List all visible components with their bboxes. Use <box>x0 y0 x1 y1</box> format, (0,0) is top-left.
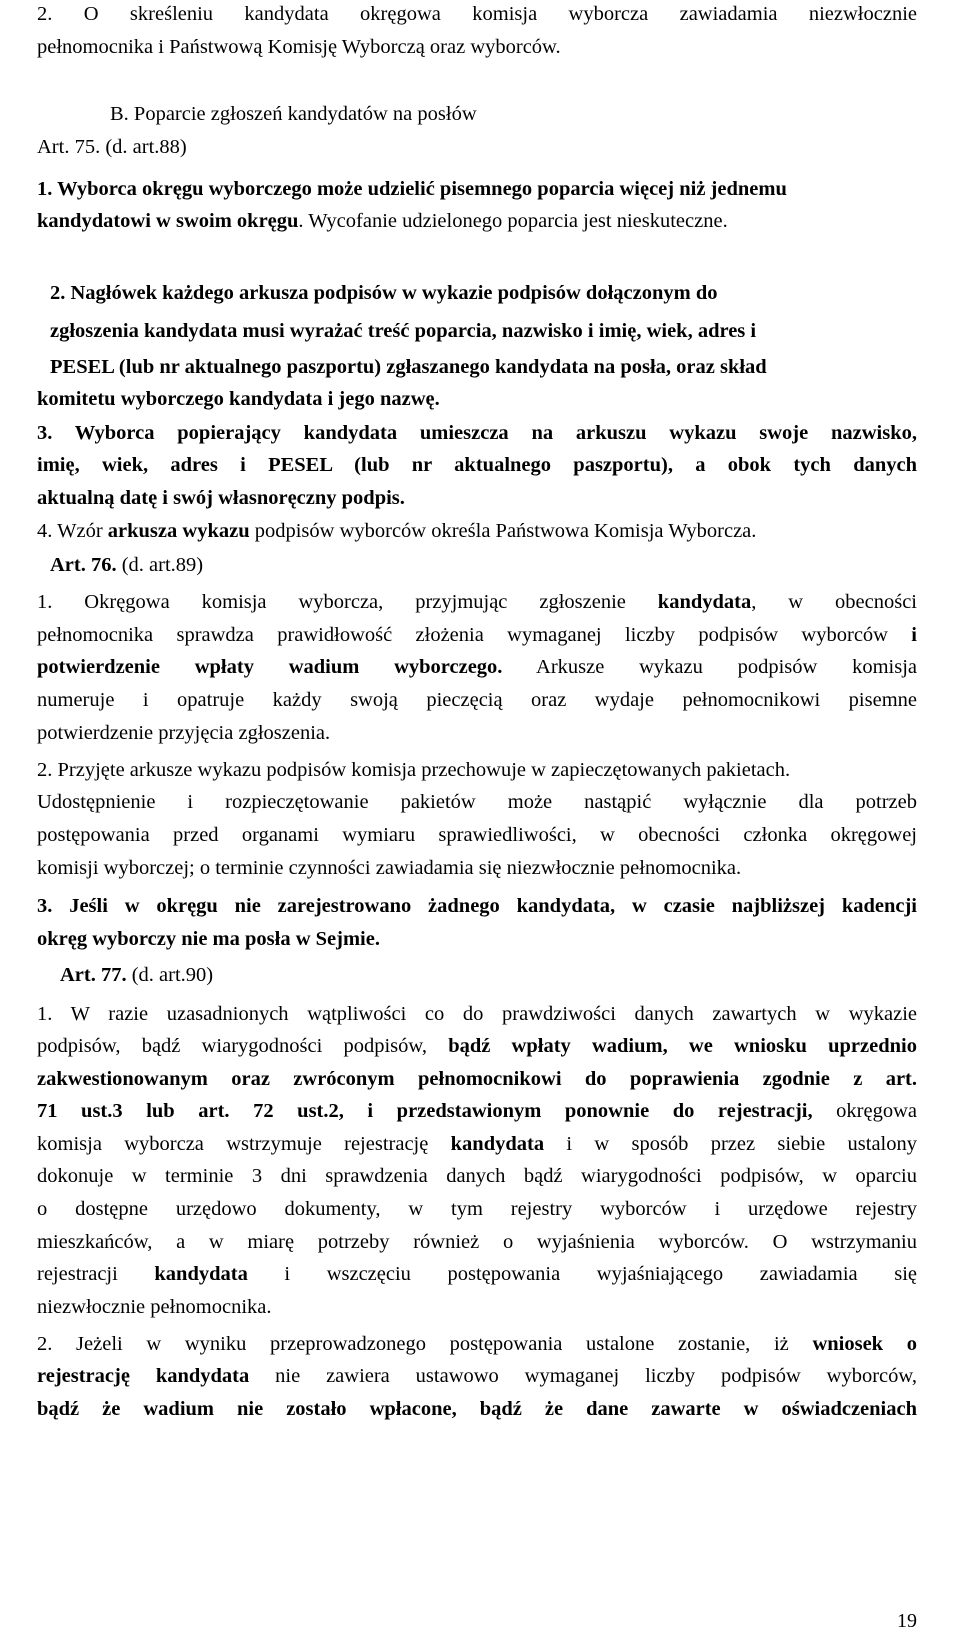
text-line <box>37 1196 917 1222</box>
text-segment: nie zawiera ustawowo wymaganej liczby podpisów wyborców, <box>249 1365 917 1387</box>
text-line <box>37 134 917 160</box>
text-segment: Arkusze wykazu podpisów komisja <box>502 656 917 678</box>
text-segment: rejestracji <box>37 1263 155 1285</box>
text-line <box>37 1001 917 1027</box>
text-line <box>37 855 917 881</box>
text-line <box>37 1066 917 1092</box>
text-segment: dokonuje w terminie 3 dni sprawdzenia danych bądź wiarygodności podpisów, w oparciu <box>37 1165 917 1187</box>
page-number: 19 <box>897 1610 917 1632</box>
text-line <box>37 176 917 202</box>
bold-text: imię, wiek, adres i PESEL (lub nr aktualnego paszportu), a obok tych danych <box>37 454 917 476</box>
text-segment: B. Poparcie zgłoszeń kandydatów na posłów <box>110 103 477 125</box>
text-segment: (d. art.89) <box>116 554 204 576</box>
bold-text: komitetu wyborczego kandydata i jego nazwę. <box>37 388 440 410</box>
text-line <box>37 1229 917 1255</box>
text-line <box>37 1033 917 1059</box>
text-line <box>37 34 917 60</box>
text-segment: potwierdzenie przyjęcia zgłoszenia. <box>37 722 331 744</box>
text-line <box>37 893 917 919</box>
bold-text: rejestrację kandydata <box>37 1365 250 1387</box>
bold-text: zakwestionowanym oraz zwróconym pełnomocnikowi do poprawienia zgodnie z art. <box>37 1068 917 1090</box>
text-segment: . Wycofanie udzielonego poparcia jest nieskuteczne. <box>298 210 728 232</box>
text-line <box>50 552 917 578</box>
text-line <box>50 354 917 380</box>
text-line <box>37 1294 917 1320</box>
text-segment: Art. 75. (d. art.88) <box>37 136 187 158</box>
bold-text: aktualną datę i swój własnoręczny podpis. <box>37 487 405 509</box>
text-line <box>37 420 917 446</box>
text-segment: o dostępne urzędowo dokumenty, w tym rejestry wyborców i urzędowe rejestry <box>37 1198 917 1220</box>
text-line <box>37 518 917 544</box>
text-segment: postępowania przed organami wymiaru sprawiedliwości, w obecności członka okręgowej <box>37 824 917 846</box>
text-line <box>37 386 917 412</box>
text-segment: i w sposób przez siebie ustalony <box>544 1133 917 1155</box>
text-line <box>37 1396 917 1422</box>
bold-text: 3. Wyborca popierający kandydata umieszcza na arkuszu wykazu swoje nazwisko, <box>37 422 917 444</box>
text-segment: numeruje i opatruje każdy swoją pieczęcią oraz wydaje pełnomocnikowi pisemne <box>37 689 917 711</box>
text-line <box>37 589 917 615</box>
text-line <box>37 822 917 848</box>
bold-text: 2. Nagłówek każdego arkusza podpisów w wykazie podpisów dołączonym do <box>50 282 718 304</box>
text-segment: pełnomocnika sprawdza prawidłowość złożenia wymaganej liczby podpisów wyborców <box>37 624 912 646</box>
text-segment: 1. Okręgowa komisja wyborcza, przyjmując zgłoszenie <box>37 591 658 613</box>
text-segment: 2. Jeżeli w wyniku przeprowadzonego postępowania ustalone zostanie, iż <box>37 1333 813 1355</box>
text-line <box>37 720 917 746</box>
text-line <box>37 1131 917 1157</box>
text-line <box>37 1163 917 1189</box>
text-segment: okręgowa <box>812 1100 917 1122</box>
text-line <box>37 485 917 511</box>
bold-text: Art. 77. <box>60 964 127 986</box>
text-line <box>60 962 917 988</box>
text-segment: 1. W razie uzasadnionych wątpliwości co do prawdziwości danych zawartych w wykazie <box>37 1003 917 1025</box>
text-line <box>37 789 917 815</box>
bold-text: wniosek o <box>812 1333 917 1355</box>
text-segment: 2. Przyjęte arkusze wykazu podpisów komisja przechowuje w zapieczętowanych pakietach. <box>37 759 791 781</box>
text-segment: Udostępnienie i rozpieczętowanie pakietów może nastąpić wyłącznie dla potrzeb <box>37 791 917 813</box>
text-segment: (d. art.90) <box>126 964 214 986</box>
text-segment: i wszczęciu postępowania wyjaśniającego zawiadamia się <box>247 1263 917 1285</box>
text-segment: mieszkańców, a w miarę potrzeby również o wyjaśnienia wyborców. O wstrzymaniu <box>37 1231 917 1253</box>
text-line <box>37 622 917 648</box>
text-segment: podpisów wyborców określa Państwowa Komisja Wyborcza. <box>249 520 757 542</box>
bold-text: Art. 76. <box>50 554 117 576</box>
text-line <box>37 1098 917 1124</box>
bold-text: 1. Wyborca okręgu wyborczego może udzielić pisemnego poparcia więcej niż jednemu <box>37 178 787 200</box>
text-line <box>37 757 917 783</box>
bold-text: bądź wpłaty wadium, we wniosku uprzednio <box>448 1035 917 1057</box>
text-line <box>37 654 917 680</box>
bold-text: 3. Jeśli w okręgu nie zarejestrowano żadnego kandydata, w czasie najbliższej kadencji <box>37 895 917 917</box>
text-line <box>37 926 917 952</box>
text-line <box>37 452 917 478</box>
text-segment: pełnomocnika i Państwową Komisję Wyborczą oraz wyborców. <box>37 36 561 58</box>
bold-text: kandydata <box>657 591 752 613</box>
text-segment: komisji wyborczej; o terminie czynności zawiadamia się niezwłocznie pełnomocnika. <box>37 857 742 879</box>
text-segment: 4. Wzór <box>37 520 108 542</box>
text-line <box>37 1261 917 1287</box>
text-line <box>110 101 917 127</box>
text-segment: komisja wyborcza wstrzymuje rejestrację <box>37 1133 451 1155</box>
bold-text: kandydatowi w swoim okręgu <box>37 210 299 232</box>
bold-text: PESEL (lub nr aktualnego paszportu) zgłaszanego kandydata na posła, oraz skład <box>50 356 767 378</box>
text-segment: 2. O skreśleniu kandydata okręgowa komisja wyborcza zawiadamia niezwłocznie <box>37 3 917 25</box>
bold-text: 71 ust.3 lub art. 72 ust.2, i przedstawionym ponownie do rejestracji, <box>37 1100 813 1122</box>
bold-text: zgłoszenia kandydata musi wyrażać treść poparcia, nazwisko i imię, wiek, adres i <box>50 320 757 342</box>
text-line <box>37 687 917 713</box>
bold-text: arkusza wykazu <box>107 520 250 542</box>
bold-text: bądź że wadium nie zostało wpłacone, bądź że dane zawarte w oświadczeniach <box>37 1398 917 1420</box>
bold-text: kandydata <box>450 1133 545 1155</box>
text-line <box>37 1363 917 1389</box>
text-segment: niezwłocznie pełnomocnika. <box>37 1296 272 1318</box>
text-line <box>50 318 917 344</box>
text-segment: , w obecności <box>751 591 917 613</box>
bold-text: i <box>911 624 917 646</box>
bold-text: kandydata <box>154 1263 248 1285</box>
text-line <box>37 208 917 234</box>
text-segment: podpisów, bądź wiarygodności podpisów, <box>37 1035 449 1057</box>
text-line <box>37 1331 917 1357</box>
text-line <box>37 1 917 27</box>
bold-text: okręg wyborczy nie ma posła w Sejmie. <box>37 928 380 950</box>
bold-text: potwierdzenie wpłaty wadium wyborczego. <box>37 656 503 678</box>
text-line <box>50 280 917 306</box>
